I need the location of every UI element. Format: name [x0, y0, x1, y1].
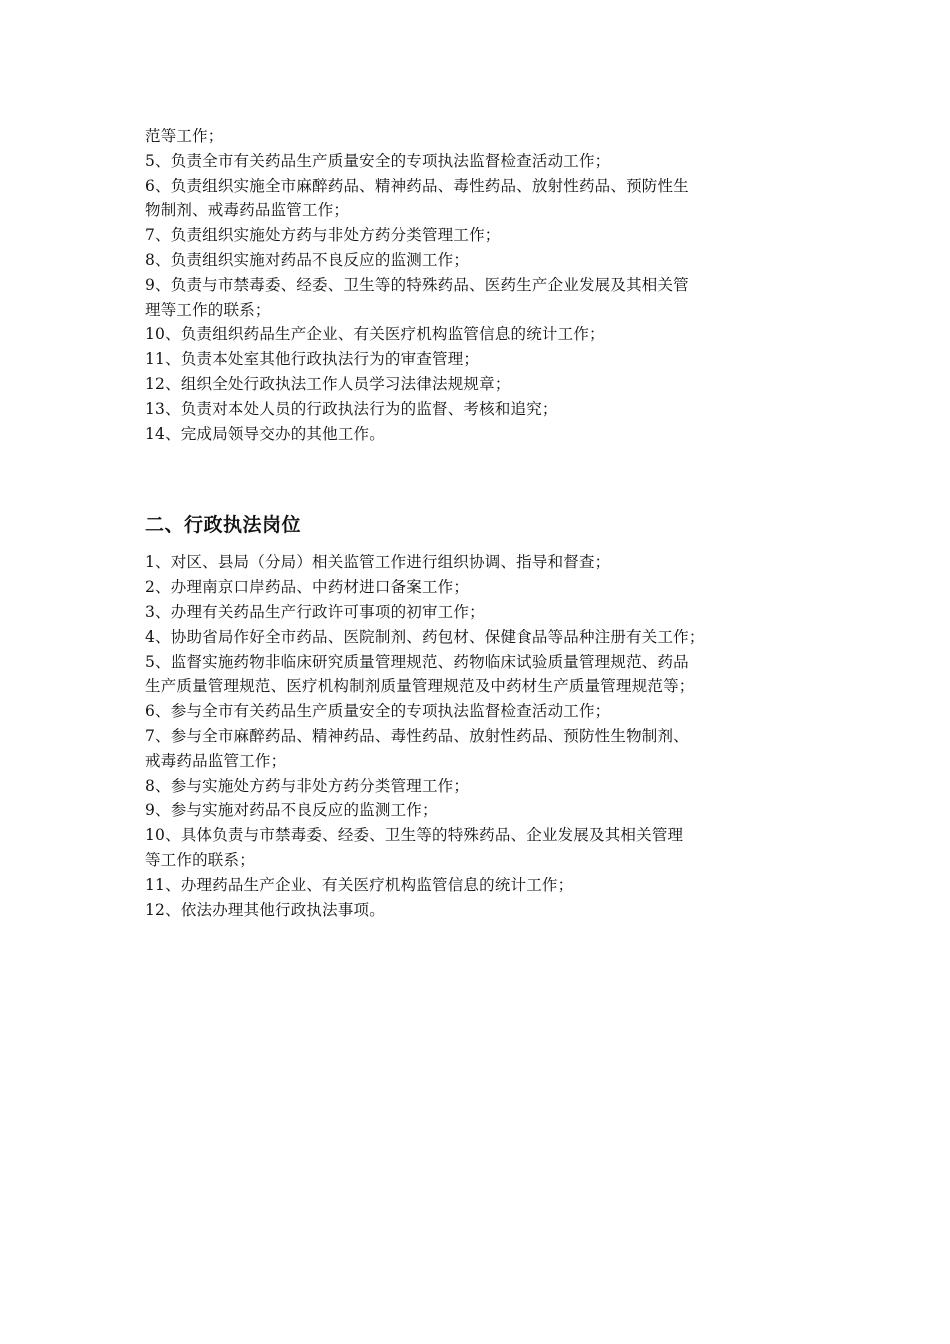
list-line: 9、负责与市禁毒委、经委、卫生等的特殊药品、医药生产企业发展及其相关管	[145, 275, 689, 294]
list-line: 5、负责全市有关药品生产质量安全的专项执法监督检查活动工作；	[145, 151, 611, 170]
list-line: 理等工作的联系；	[145, 300, 271, 319]
document-page	[145, 124, 835, 922]
list-line: 戒毒药品监管工作；	[145, 751, 287, 770]
list-line: 11、负责本处室其他行政执法行为的审查管理；	[145, 350, 480, 369]
list-line: 5、监督实施药物非临床研究质量管理规范、药物临床试验质量管理规范、药品	[145, 652, 689, 671]
list-line: 14、完成局领导交办的其他工作。	[145, 424, 385, 443]
list-line: 11、办理药品生产企业、有关医疗机构监管信息的统计工作；	[145, 875, 574, 894]
list-line: 9、参与实施对药品不良反应的监测工作；	[145, 801, 438, 820]
list-line: 2、办理南京口岸药品、中药材进口备案工作；	[145, 578, 470, 597]
section-spacer	[145, 446, 835, 510]
list-line: 6、负责组织实施全市麻醉药品、精神药品、毒性药品、放射性药品、预防性生	[145, 176, 689, 195]
list-line: 6、参与全市有关药品生产质量安全的专项执法监督检查活动工作；	[145, 702, 611, 721]
list-line: 3、办理有关药品生产行政许可事项的初审工作；	[145, 602, 485, 621]
list-line: 范等工作；	[145, 127, 224, 145]
list-line: 7、参与全市麻醉药品、精神药品、毒性药品、放射性药品、预防性生物制剂、	[145, 726, 689, 745]
list-line: 10、负责组织药品生产企业、有关医疗机构监管信息的统计工作；	[145, 325, 605, 344]
list-line: 1、对区、县局（分局）相关监管工作进行组织协调、指导和督查；	[145, 553, 611, 572]
section-2-heading: 二、行政执法岗位	[145, 514, 302, 537]
section-2-list	[145, 550, 835, 922]
list-line: 10、具体负责与市禁毒委、经委、卫生等的特殊药品、企业发展及其相关管理	[145, 826, 684, 845]
list-line: 8、负责组织实施对药品不良反应的监测工作；	[145, 250, 470, 269]
list-line: 生产质量管理规范、医疗机构制剂质量管理规范及中药材生产质量管理规范等；	[145, 677, 695, 696]
list-line: 等工作的联系；	[145, 850, 255, 869]
list-line: 物制剂、戒毒药品监管工作；	[145, 201, 350, 220]
list-line: 7、负责组织实施处方药与非处方药分类管理工作；	[145, 226, 501, 245]
list-line: 4、协助省局作好全市药品、医院制剂、药包材、保健食品等品种注册有关工作；	[145, 627, 705, 646]
list-line: 12、组织全处行政执法工作人员学习法律法规规章；	[145, 374, 511, 393]
list-line: 12、依法办理其他行政执法事项。	[145, 900, 385, 919]
section-1-list	[145, 124, 835, 446]
list-line: 8、参与实施处方药与非处方药分类管理工作；	[145, 776, 470, 795]
list-line: 13、负责对本处人员的行政执法行为的监督、考核和追究；	[145, 399, 558, 418]
